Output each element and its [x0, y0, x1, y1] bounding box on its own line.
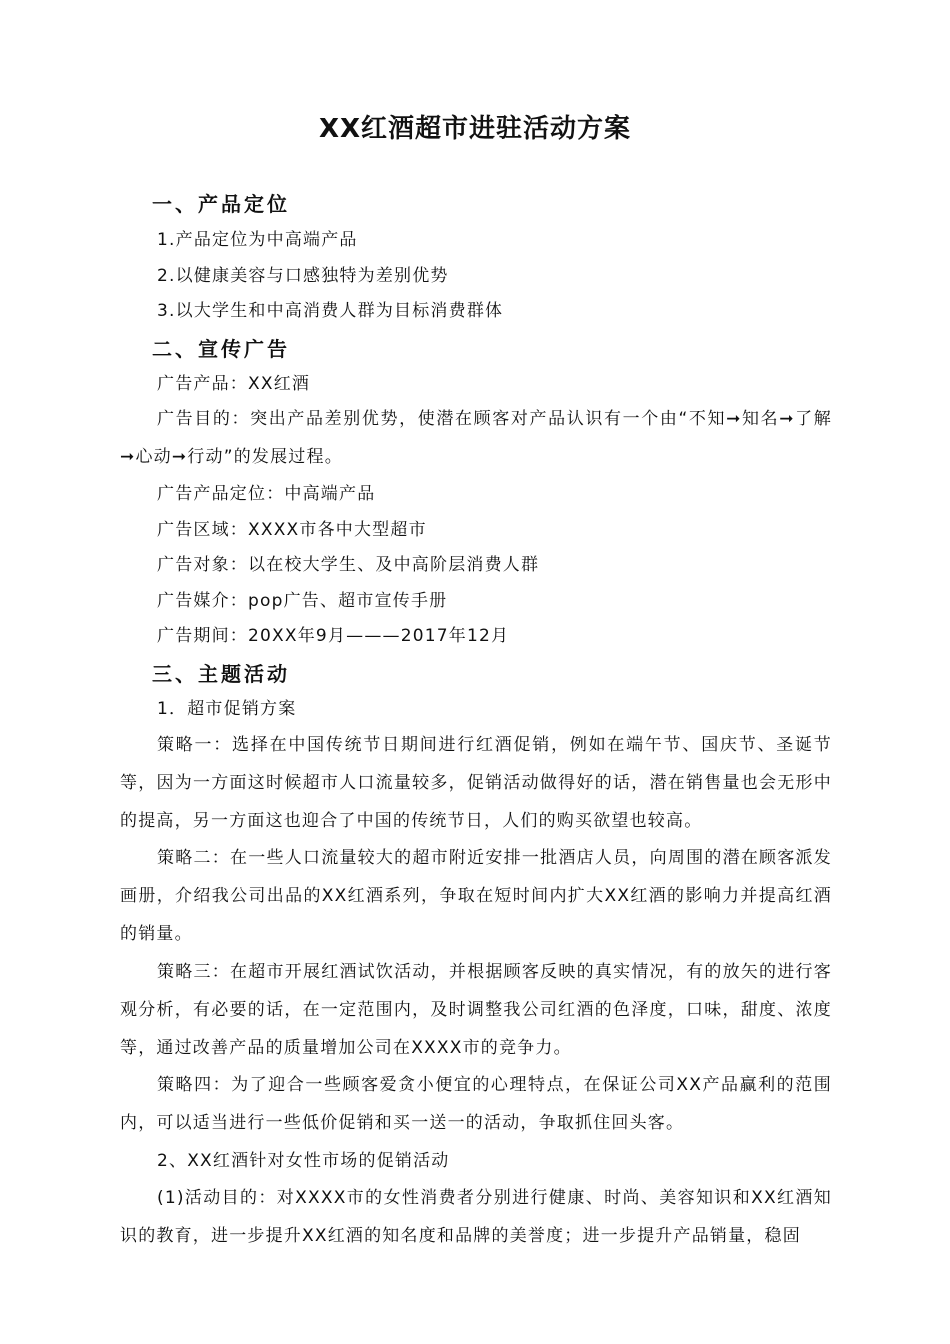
paragraph: 策略二：在一些人口流量较大的超市附近安排一批酒店人员，向周围的潜在顾客派发画册，介绍我公司出品的XX红酒系列，争取在短时间内扩大XX红酒的影响力并提高红酒的销量。: [120, 848, 832, 944]
paragraph: (1)活动目的：对XXXX市的女性消费者分别进行健康、时尚、美容知识和XX红酒知识的教育，进一步提升XX红酒的知名度和品牌的美誉度；进一步提升产品销量，稳固: [120, 1188, 832, 1246]
paragraph: 广告期间：20XX年9月———2017年12月: [157, 626, 510, 646]
paragraph: 广告产品：XX红酒: [157, 374, 311, 394]
paragraph: 2.以健康美容与口感独特为差别优势: [157, 266, 449, 286]
section-heading-product-positioning: 一、产品定位: [152, 192, 290, 216]
section-heading-theme-activities: 三、主题活动: [152, 662, 290, 686]
paragraph: 广告对象：以在校大学生、及中高阶层消费人群: [157, 555, 540, 575]
paragraph: 广告媒介：pop广告、超市宣传手册: [157, 591, 448, 611]
paragraph: 策略一：选择在中国传统节日期间进行红酒促销，例如在端午节、国庆节、圣诞节等，因为一方面这时候超市人口流量较多，促销活动做得好的话，潜在销售量也会无形中的提高，另一方面这也迎合了中国的传统节日，人们的购买欲望也较高。: [120, 735, 832, 831]
paragraph: 1.产品定位为中高端产品: [157, 230, 358, 250]
document-title: XX红酒超市进驻活动方案: [318, 114, 632, 144]
section-heading-advertising: 二、宣传广告: [152, 337, 290, 361]
paragraph: 广告目的：突出产品差别优势，使潜在顾客对产品认识有一个由“不知➞知名➞了解➞心动➞行动”的发展过程。: [120, 409, 832, 467]
paragraph: 1．超市促销方案: [157, 699, 297, 719]
paragraph: 3.以大学生和中高消费人群为目标消费群体: [157, 301, 504, 321]
paragraph: 2、XX红酒针对女性市场的促销活动: [157, 1151, 450, 1171]
paragraph: 广告区域：XXXX市各中大型超市: [157, 520, 427, 540]
paragraph: 策略四：为了迎合一些顾客爱贪小便宜的心理特点，在保证公司XX产品赢利的范围内，可以适当进行一些低价促销和买一送一的活动，争取抓住回头客。: [120, 1075, 832, 1133]
paragraph: 广告产品定位：中高端产品: [157, 484, 376, 504]
paragraph: 策略三：在超市开展红酒试饮活动，并根据顾客反映的真实情况，有的放矢的进行客观分析，有必要的话，在一定范围内，及时调整我公司红酒的色泽度，口味，甜度、浓度等，通过改善产品的质量增加公司在XXXX市的竞争力。: [120, 962, 832, 1058]
